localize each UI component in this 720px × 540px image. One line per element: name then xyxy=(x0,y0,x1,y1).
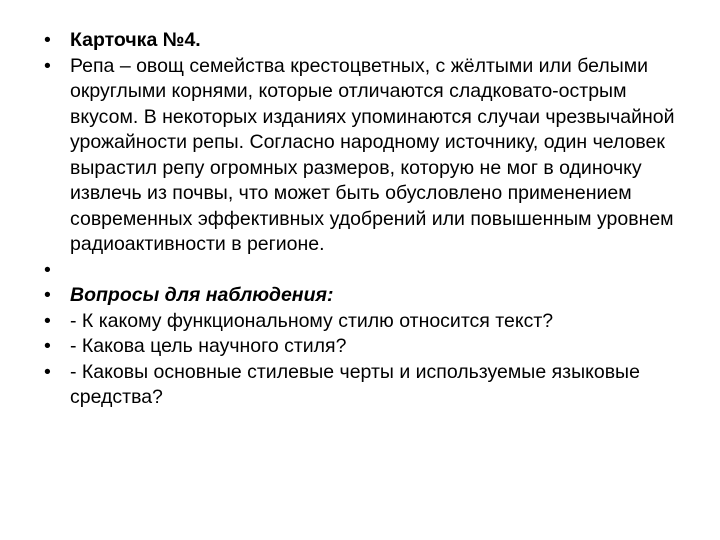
bullet-icon: • xyxy=(44,258,51,281)
bullet-icon: • xyxy=(44,360,51,383)
card-title: Карточка №4. xyxy=(70,29,201,51)
question-text: - Каковы основные стилевые черты и используемые языковые средства? xyxy=(70,360,640,408)
list-item-card-title xyxy=(44,28,684,54)
list-item-question-3 xyxy=(44,360,684,411)
bullet-icon: • xyxy=(44,54,51,77)
bullet-icon: • xyxy=(44,309,51,332)
list-item-empty xyxy=(44,258,684,284)
bullet-list xyxy=(44,28,684,411)
questions-heading: Вопросы для наблюдения: xyxy=(70,284,334,306)
list-item-question-1 xyxy=(44,309,684,335)
bullet-icon: • xyxy=(44,335,51,357)
bullet-icon: • xyxy=(44,284,51,306)
question-text: - Какова цель научного стиля? xyxy=(70,335,347,357)
list-item-questions-heading xyxy=(44,283,684,309)
bullet-icon: • xyxy=(44,29,51,51)
question-text: - К какому функциональному стилю относится текст? xyxy=(70,309,554,332)
list-item-paragraph xyxy=(44,54,684,258)
list-item-question-2 xyxy=(44,334,684,360)
paragraph-text: Репа – овощ семейства крестоцветных, с жёлтыми или белыми округлыми корнями, которые отличаются сладковато-острым вкусом. В некоторых изданиях упоминаются случаи чрезвычайной урожайности репы. Согласно народному источнику, один человек вырастил репу огромных размеров, которую не мог в одиночку извлечь из почвы, что может быть обусловлено применением современных эффективных удобрений или повышенным уровнем радиоактивности в регионе. xyxy=(70,54,675,255)
